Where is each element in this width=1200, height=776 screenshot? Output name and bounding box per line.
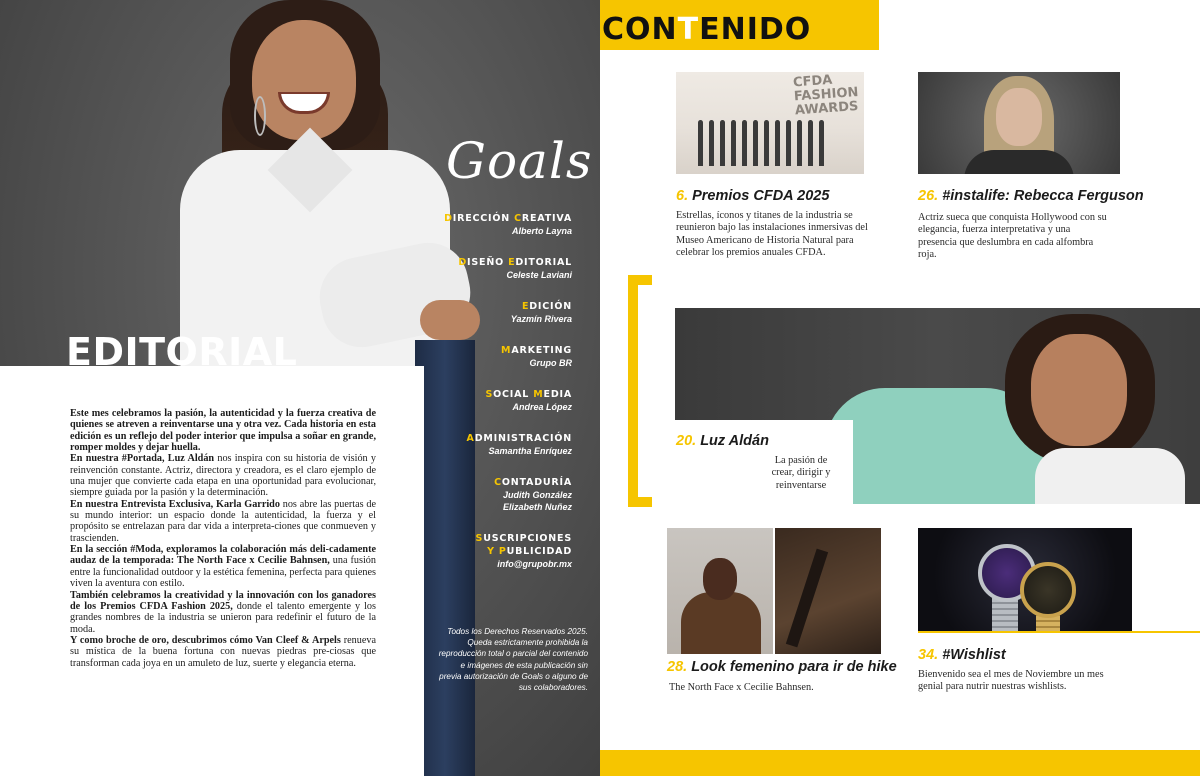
credit-name-2: Elizabeth Nuñez [502, 502, 572, 512]
item-title-instalife[interactable]: 26. #instalife: Rebecca Ferguson [918, 188, 1144, 204]
watches-photo[interactable] [918, 528, 1132, 632]
credit-role-line2: Y PUBLICIDAD [487, 546, 572, 557]
editorial-paragraph-3: En nuestra Entrevista Exclusiva, Karla Garrido nos abre las puertas de su mundo interior: un espacio donde la autenticidad, la fuerza y el propósito se entrelazan para dar vida a interpreta-ciones que conmueven y trascienden. [70, 498, 376, 544]
credit-marketing [412, 344, 572, 369]
item-desc-hike: The North Face x Cecilie Bahnsen. [669, 682, 814, 693]
credit-administracion [412, 432, 572, 457]
editorial-box [0, 366, 424, 776]
credit-role: DIRECCIÓN CREATIVA [444, 213, 572, 224]
credit-suscripciones [412, 532, 572, 570]
award-statues [698, 120, 824, 166]
bottom-accent-bar [600, 750, 1200, 776]
credit-role: EDICIÓN [521, 301, 572, 312]
credit-contaduria [412, 476, 572, 513]
item-title-wishlist[interactable]: 34. #Wishlist [918, 647, 1006, 663]
item-desc-wishlist: Bienvenido sea el mes de Noviembre un mes genial para nutrir nuestras wishlists. [918, 669, 1104, 693]
item-desc-cfda: Estrellas, íconos y titanes de la industria se reunieron bajo las instalaciones inmersivas del Museo Americano de Historia Natural para celebrar los premios anuales CFDA. [676, 210, 868, 259]
credit-diseno-editorial [412, 256, 572, 281]
credit-role: DISEÑO EDITORIAL [458, 257, 572, 268]
credit-name: Celeste Laviani [506, 270, 572, 280]
credit-role: MARKETING [501, 345, 572, 356]
credit-role: CONTADURÍA [494, 477, 572, 488]
editorial-paragraph-6: Y como broche de oro, descubrimos cómo Van Cleef & Arpels renueva su mística de la buena fortuna con nuevas piedras pre-ciosas que transforman cada joya en un amuleto de luz, suerte y elegancia eterna. [70, 634, 376, 669]
credit-name: Judith González [502, 490, 572, 500]
cfda-awards-photo[interactable] [676, 72, 864, 174]
item-title-luz[interactable]: 20. Luz Aldán [676, 433, 769, 449]
photo-backpack [775, 528, 881, 654]
photo-face [1031, 334, 1127, 446]
hike-look-photo[interactable] [667, 528, 881, 654]
credit-role: SOCIAL MEDIA [485, 389, 572, 400]
contact-email[interactable]: info@grupobr.mx [497, 559, 572, 569]
photo-strap-silver [992, 598, 1018, 632]
item-title-cfda[interactable]: 6. Premios CFDA 2025 [676, 188, 830, 204]
editorial-paragraph-1: Este mes celebramos la pasión, la autenticidad y la fuerza creativa de quienes se atreven a reinventarse una y otra vez. Cada historia en esta edición es un reflejo del poder interior que impulsa a soñar en grande, romper moldes y dejar huella. [70, 408, 376, 454]
credit-name: Samantha Enríquez [488, 446, 572, 456]
item-title-hike[interactable]: 28. Look femenino para ir de hike [667, 659, 897, 675]
editorial-text [70, 408, 376, 669]
photo-face [703, 558, 737, 600]
editorial-title: EDITORIAL [66, 330, 298, 374]
photo-coat [964, 150, 1074, 174]
photo-strap [786, 549, 828, 648]
wishlist-rule [918, 631, 1200, 633]
rights-notice: Todos los Derechos Reservados 2025. Queda estrictamente prohibida la reproducción total o parcial del contenido e imágenes de esta publicación sin previa autorización de Goals o alguno de sus colaboradores. [438, 627, 588, 693]
photo-watch-gold [1020, 562, 1076, 618]
photo-earring [254, 96, 266, 136]
item-desc-luz: La pasión de crear, dirigir y reinventarse [771, 455, 831, 491]
rebecca-ferguson-photo[interactable] [918, 72, 1120, 174]
editorial-paragraph-4: En la sección #Moda, exploramos la colaboración más deli-cadamente audaz de la temporada: The North Face x Cecilie Bahnsen, una fusión entre la funcionalidad outdoor y la estética femenina, perfecta para quienes viven la aventura con estilo. [70, 544, 376, 590]
photo-face [252, 20, 356, 140]
credit-name: Andrea López [512, 402, 572, 412]
photo-shirt [1035, 448, 1185, 504]
credit-name: Alberto Layna [511, 226, 572, 236]
photo-model [667, 528, 773, 654]
goals-logo: Goals [446, 132, 593, 190]
right-page [600, 0, 1200, 776]
photo-face [996, 88, 1042, 146]
yellow-bracket [628, 275, 652, 507]
credit-social-media [412, 388, 572, 413]
item-desc-instalife: Actriz sueca que conquista Hollywood con su elegancia, fuerza interpretativa y una presencia que deslumbra en cada alfombra roja. [918, 212, 1107, 261]
editorial-paragraph-5: También celebramos la creatividad y la innovación con los ganadores de los Premios CFDA Fashion 2025, donde el talento emergente y los grandes nombres de la industria se unieron para redefinir el futuro de la moda. [70, 589, 376, 635]
cfda-sign: CFDA FASHION AWARDS [792, 72, 859, 119]
photo-coat [681, 592, 761, 654]
credits-column [412, 212, 572, 589]
editorial-paragraph-2: En nuestra #Portada, Luz Aldán nos inspira con su historia de visión y reinvención constante. Actriz, directora y creadora, es el claro ejemplo de una mujer que convierte cada etapa en una oportunidad para evolucionar, siempre guiada por la pasión y la determinación. [70, 453, 376, 499]
credit-direccion-creativa [412, 212, 572, 237]
credit-role: SUSCRIPCIONES [475, 533, 572, 544]
credit-role: ADMINISTRACIÓN [466, 433, 572, 444]
credit-edicion [412, 300, 572, 325]
contents-title: CONTENIDO [602, 12, 812, 47]
credit-name: Yazmín Rivera [510, 314, 572, 324]
credit-name: Grupo BR [529, 358, 572, 368]
